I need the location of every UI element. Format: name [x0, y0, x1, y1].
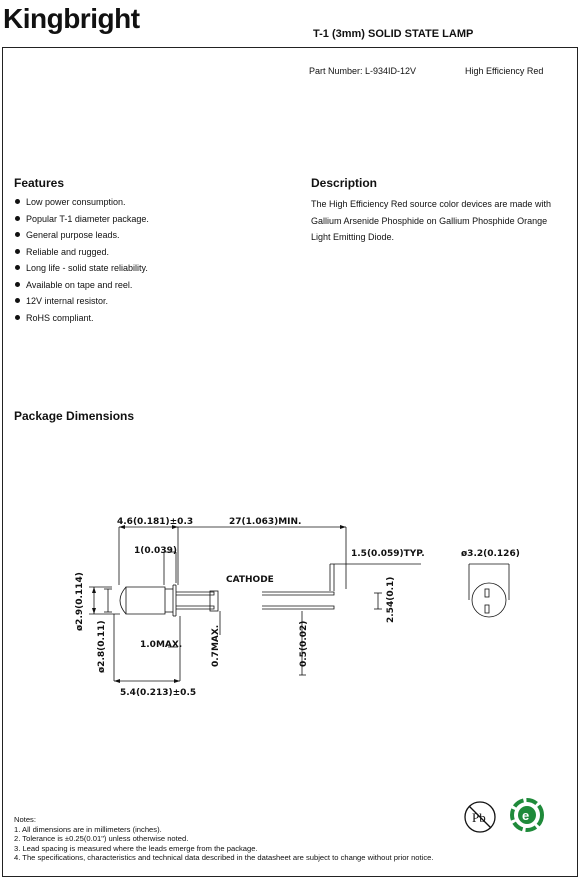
- dim-lead-offset: 0.7MAX.: [211, 624, 221, 667]
- dim-flange-width: 1(0.039): [134, 546, 177, 556]
- lead-upper: [176, 592, 214, 595]
- feature-item: Long life - solid state reliability.: [14, 262, 149, 279]
- led-body-outline: [126, 587, 165, 614]
- dim-lens-length: 4.6(0.181)±0.3: [117, 517, 194, 527]
- content-frame: [2, 47, 578, 877]
- feature-item: RoHS compliant.: [14, 312, 149, 329]
- feature-item: Reliable and rugged.: [14, 246, 149, 263]
- note-item: 3. Lead spacing is measured where the leads emerge from the package.: [14, 843, 258, 853]
- document-title: T-1 (3mm) SOLID STATE LAMP: [313, 28, 474, 40]
- dim-lens-diameter: ø2.8(0.11): [97, 620, 107, 673]
- dim-flange-diameter: ø3.2(0.126): [461, 549, 520, 559]
- feature-item: Popular T-1 diameter package.: [14, 213, 149, 230]
- description-line: Light Emitting Diode.: [311, 232, 395, 242]
- features-heading: Features: [14, 176, 65, 190]
- dim-lead-spacing: 2.54(0.1): [386, 576, 396, 623]
- package-dimensions-heading: Package Dimensions: [14, 409, 135, 423]
- cathode-label: CATHODE: [226, 575, 274, 585]
- kingbright-logo: Kingbright: [3, 3, 140, 34]
- dim-body-length: 5.4(0.213)±0.5: [120, 688, 197, 698]
- dim-lead-width: 0.5(0.02): [299, 620, 309, 667]
- feature-item: Available on tape and reel.: [14, 279, 149, 296]
- note-item: 1. All dimensions are in millimeters (inches).: [14, 824, 162, 834]
- features-list: [14, 196, 149, 328]
- dim-flange-max: 1.0MAX.: [140, 640, 183, 650]
- rohs-eco-icon: [509, 797, 545, 833]
- notes-heading: Notes:: [14, 815, 36, 824]
- package-drawing: [0, 505, 582, 705]
- part-color: High Efficiency Red: [465, 66, 544, 76]
- description-line: Gallium Arsenide Phosphide on Gallium Phosphide Orange: [311, 215, 548, 226]
- dim-body-diameter: ø2.9(0.114): [75, 572, 85, 631]
- lead-lower: [176, 606, 214, 609]
- dim-lead-length: 27(1.063)MIN.: [229, 517, 302, 527]
- pb-free-icon: [462, 799, 498, 835]
- note-item: 2. Tolerance is ±0.25(0.01") unless otherwise noted.: [14, 834, 189, 844]
- part-number: Part Number: L-934ID-12V: [309, 66, 417, 76]
- note-item: 4. The specifications, characteristics and technical data described in the datasheet are subject to change without prior notice.: [14, 853, 434, 863]
- pb-label: Pb: [472, 810, 486, 825]
- dim-lead-gap: 1.5(0.059)TYP.: [351, 549, 425, 559]
- description-line: The High Efficiency Red source color devices are made with: [311, 199, 551, 209]
- feature-item: 12V internal resistor.: [14, 295, 149, 312]
- notes-block: [14, 815, 433, 863]
- feature-item: Low power consumption.: [14, 196, 149, 213]
- feature-item: General purpose leads.: [14, 229, 149, 246]
- description-text: [311, 196, 573, 246]
- description-heading: Description: [311, 176, 378, 190]
- led-dome: [120, 587, 126, 614]
- eco-label: e: [522, 808, 530, 823]
